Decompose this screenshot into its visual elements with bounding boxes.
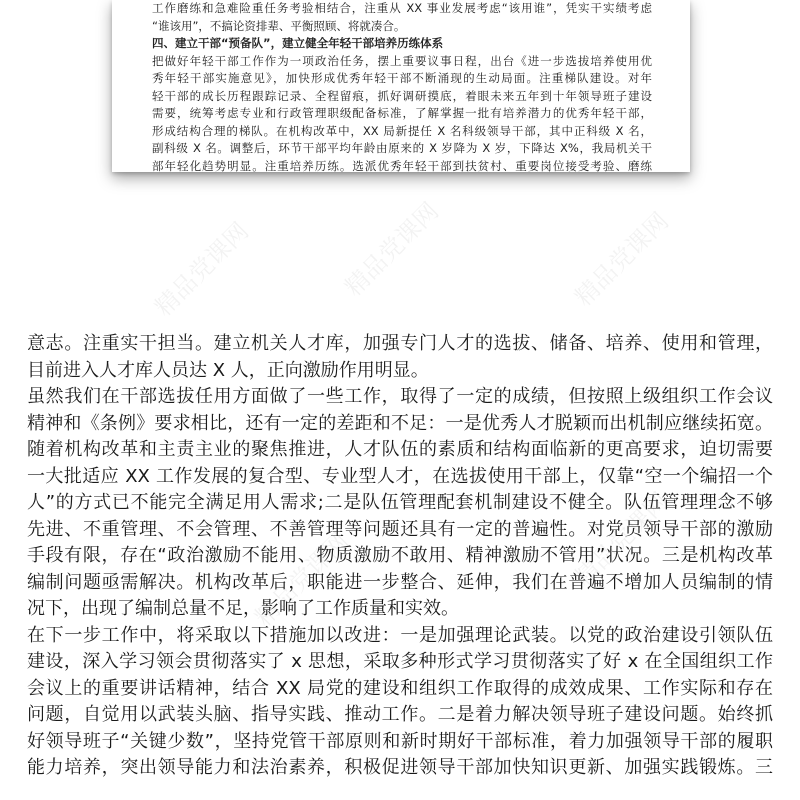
watermark: 精品党课网	[569, 206, 675, 312]
text-line: 随着机构改革和主责主业的聚焦推进，人才队伍的素质和结构面临新的更高要求，迫切需要	[27, 439, 773, 460]
text-line: 工作磨练和急难险重任务考验相结合，注重从 XX 事业发展考虑“该用谁”，凭实干实绩考虑	[152, 1, 652, 15]
text-line: 把做好年轻干部工作作为一项政治任务，摆上重要议事日程，出台《进一步选拔培养使用优	[152, 53, 652, 68]
text-line: 在下一步工作中，将采取以下措施加以改进：一是加强理论武装。以党的政治建设引领队伍	[27, 624, 773, 646]
text-line: 编制问题亟需解决。机构改革后，职能进一步整合、延伸，我们在普遍不增加人员编制的情	[27, 571, 773, 593]
document-preview-card	[112, 0, 690, 172]
watermark: 精品党课网	[339, 196, 445, 302]
watermark: 精品党课网	[149, 216, 255, 322]
text-line: 需要，统筹考虑专业和行政管理职级配备标准，了解掌握一批有培养潜力的优秀年轻干部，	[152, 106, 652, 120]
text-line: 好领导班子“关键少数”，坚持党管干部原则和新时期好干部标准，着力加强领导干部的履职	[27, 730, 773, 752]
text-line: 秀年轻干部实施意见》，加快形成优秀年轻干部不断涌现的生动局面。注重梯队建设。对年	[152, 71, 652, 85]
text-line: 形成结构合理的梯队。在机构改革中，XX 局新提任 X 名科级领导干部，其中正科级 X 名，	[152, 123, 652, 138]
text-line: 副科级 X 名。调整后，环节干部平均年龄由原来的 X 岁降为 X 岁，下降达 X%，我局机关干	[152, 141, 652, 155]
text-line: 会议上的重要讲话精神，结合 XX 局党的建设和组织工作取得的成效成果、工作实际和存在	[27, 677, 773, 699]
text-line: 一大批适应 XX 工作发展的复合型、专业型人才，在选拔使用干部上，仅靠“空一个编招一个	[27, 465, 773, 487]
text-line: 轻干部的成长历程跟踪记录、全程留痕，抓好调研摸底，着眼未来五年到十年领导班子建设	[152, 88, 652, 103]
text-line: 能力培养，突出领导能力和法治素养，积极促进领导干部加快知识更新、加强实践锻炼。三	[27, 757, 773, 778]
text-line: 人”的方式已不能完全满足用人需求;二是队伍管理配套机制建设不健全。队伍管理理念不够	[27, 492, 773, 513]
text-line: 先进、不重管理、不会管理、不善管理等问题还具有一定的普遍性。对党员领导干部的激励	[27, 518, 773, 540]
text-line: “谁该用”，不搞论资排辈、平衡照顾、将就凑合。	[152, 18, 406, 33]
section-heading: 四、建立干部“预备队”，建立健全年轻干部培养历练体系	[152, 36, 444, 50]
text-line: 建设，深入学习领会贯彻落实了 x 思想，采取多种形式学习贯彻落实了好 x 在全国组织工作	[27, 651, 773, 672]
text-line: 精神和《条例》要求相比，还有一定的差距和不足：一是优秀人才脱颖而出机制应继续拓宽。	[27, 412, 773, 434]
watermark: 精品党课网	[569, 486, 675, 592]
text-line: 意志。注重实干担当。建立机关人才库，加强专门人才的选拔、储备、培养、使用和管理，	[27, 333, 773, 354]
text-line: 手段有限，存在“政治激励不能用、物质激励不敢用、精神激励不管用”状况。三是机构改革	[27, 545, 773, 566]
text-line: 况下，出现了编制总量不足，影响了工作质量和实效。	[27, 598, 459, 619]
text-line: 虽然我们在干部选拔任用方面做了一些工作，取得了一定的成绩，但按照上级组织工作会议	[27, 386, 773, 407]
watermark: 精品党课网	[249, 526, 355, 632]
text-line: 部年轻化趋势明显。注重培养历练。选派优秀年轻干部到扶贫村、重要岗位接受考验、磨练	[152, 158, 652, 173]
text-line: 问题，自觉用以武装头脑、指导实践、推动工作。二是着力解决领导班子建设问题。始终抓	[27, 704, 773, 725]
text-line: 目前进入人才库人员达 X 人，正向激励作用明显。	[27, 359, 429, 381]
